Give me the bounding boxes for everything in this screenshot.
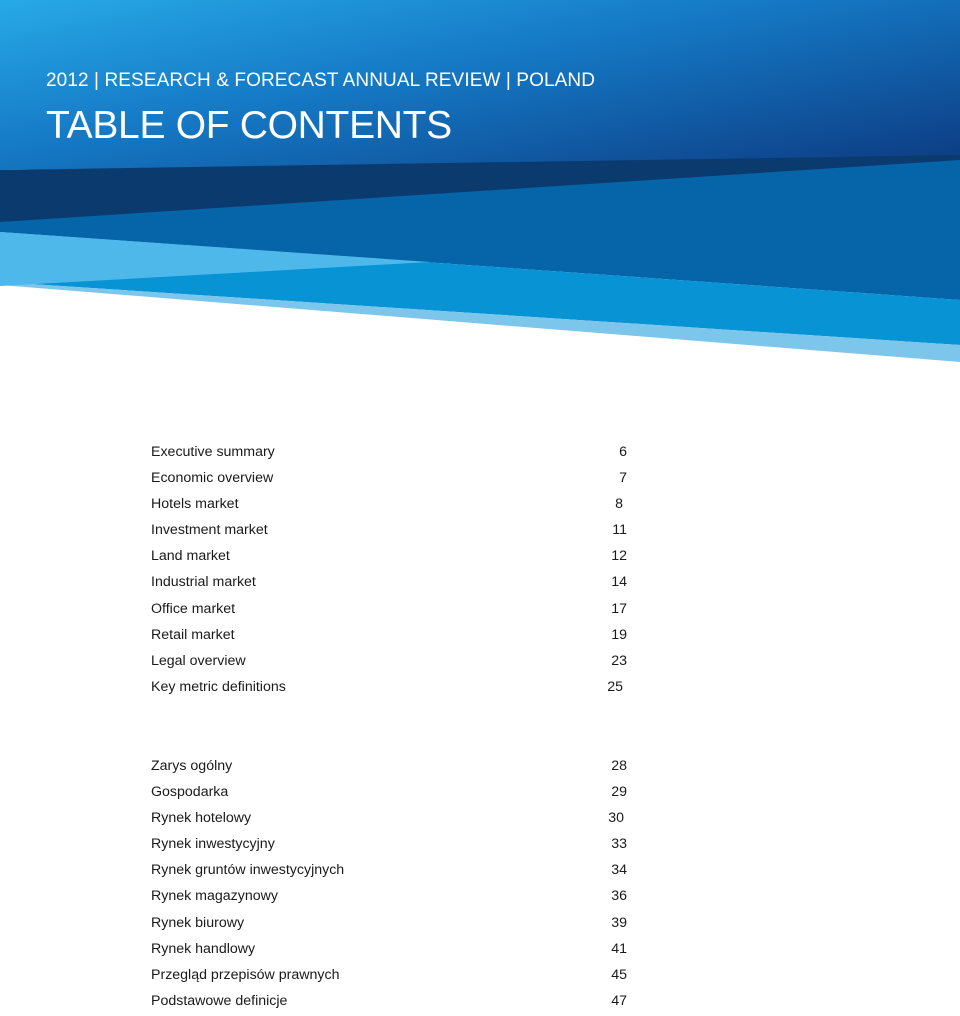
toc-entry-label: Land market: [151, 548, 230, 565]
toc-entry-label: Podstawowe definicje: [151, 992, 288, 1009]
toc-entry-page: 23: [611, 652, 627, 669]
toc-entry[interactable]: [151, 441, 627, 467]
toc-entry[interactable]: [151, 807, 627, 833]
toc-entry-page: 30: [608, 810, 624, 827]
toc-entry-page: 28: [611, 758, 627, 774]
toc-entry-label: Rynek handlowy: [151, 940, 256, 957]
toc-entry-page: 36: [611, 888, 627, 905]
toc-entry-page: 12: [611, 548, 627, 565]
toc-polish: [151, 755, 627, 1016]
toc-english: [151, 441, 627, 702]
toc-entry-page: 47: [611, 992, 627, 1009]
header-banner: [0, 0, 960, 370]
toc-entry-page: 17: [611, 600, 627, 617]
toc-entry[interactable]: [151, 859, 627, 885]
toc-entry-page: 14: [611, 574, 627, 591]
toc-entry[interactable]: [151, 545, 627, 571]
toc-entry[interactable]: [151, 781, 627, 807]
toc-entry-page: 6: [619, 444, 627, 460]
toc-entry-page: 29: [611, 784, 627, 801]
toc-entry[interactable]: [151, 676, 627, 702]
toc-entry[interactable]: [151, 912, 627, 938]
toc-entry-label: Hotels market: [151, 496, 239, 513]
toc-entry-page: 11: [612, 522, 627, 539]
toc-entry-label: Rynek inwestycyjny: [151, 836, 275, 853]
toc-entry-page: 45: [611, 966, 627, 983]
toc-entry-label: Legal overview: [151, 652, 246, 669]
toc-entry-label: Zarys ogólny: [151, 758, 233, 774]
toc-entry[interactable]: [151, 755, 627, 781]
toc-entry-page: 19: [611, 626, 627, 643]
toc-entry[interactable]: [151, 519, 627, 545]
toc-entry-label: Rynek magazynowy: [151, 888, 278, 905]
toc-entry-label: Key metric definitions: [151, 678, 286, 695]
toc-entry-label: Executive summary: [151, 444, 275, 460]
toc-entry[interactable]: [151, 885, 627, 911]
toc-entry-label: Przegląd przepisów prawnych: [151, 966, 340, 983]
toc-entry-page: 34: [611, 862, 627, 879]
toc-entry[interactable]: [151, 990, 627, 1016]
toc-entry-label: Economic overview: [151, 470, 274, 487]
toc-entry-label: Retail market: [151, 626, 235, 643]
toc-entry-page: 39: [611, 914, 627, 931]
toc-entry-page: 33: [611, 836, 627, 853]
report-subtitle: 2012 | RESEARCH & FORECAST ANNUAL REVIEW | POLAND: [46, 70, 596, 91]
toc-entry-page: 8: [615, 496, 623, 513]
toc-entry-label: Investment market: [151, 522, 268, 539]
toc-entry[interactable]: [151, 650, 627, 676]
toc-entry-page: 41: [611, 940, 627, 957]
toc-entry[interactable]: [151, 833, 627, 859]
toc-entry[interactable]: [151, 938, 627, 964]
toc-entry-page: 25: [607, 678, 623, 695]
toc-entry[interactable]: [151, 624, 627, 650]
toc-entry[interactable]: [151, 598, 627, 624]
toc-entry-label: Rynek hotelowy: [151, 810, 252, 827]
toc-entry-label: Rynek gruntów inwestycyjnych: [151, 862, 345, 879]
toc-entry-label: Rynek biurowy: [151, 914, 245, 931]
toc-entry-label: Office market: [151, 600, 236, 617]
toc-entry-label: Gospodarka: [151, 784, 229, 801]
page-title: TABLE OF CONTENTS: [46, 104, 452, 147]
toc-entry-page: 7: [619, 470, 627, 487]
toc-entry[interactable]: [151, 964, 627, 990]
toc-entry[interactable]: [151, 493, 627, 519]
toc-entry-label: Industrial market: [151, 574, 256, 591]
toc-entry[interactable]: [151, 467, 627, 493]
toc-entry[interactable]: [151, 571, 627, 597]
